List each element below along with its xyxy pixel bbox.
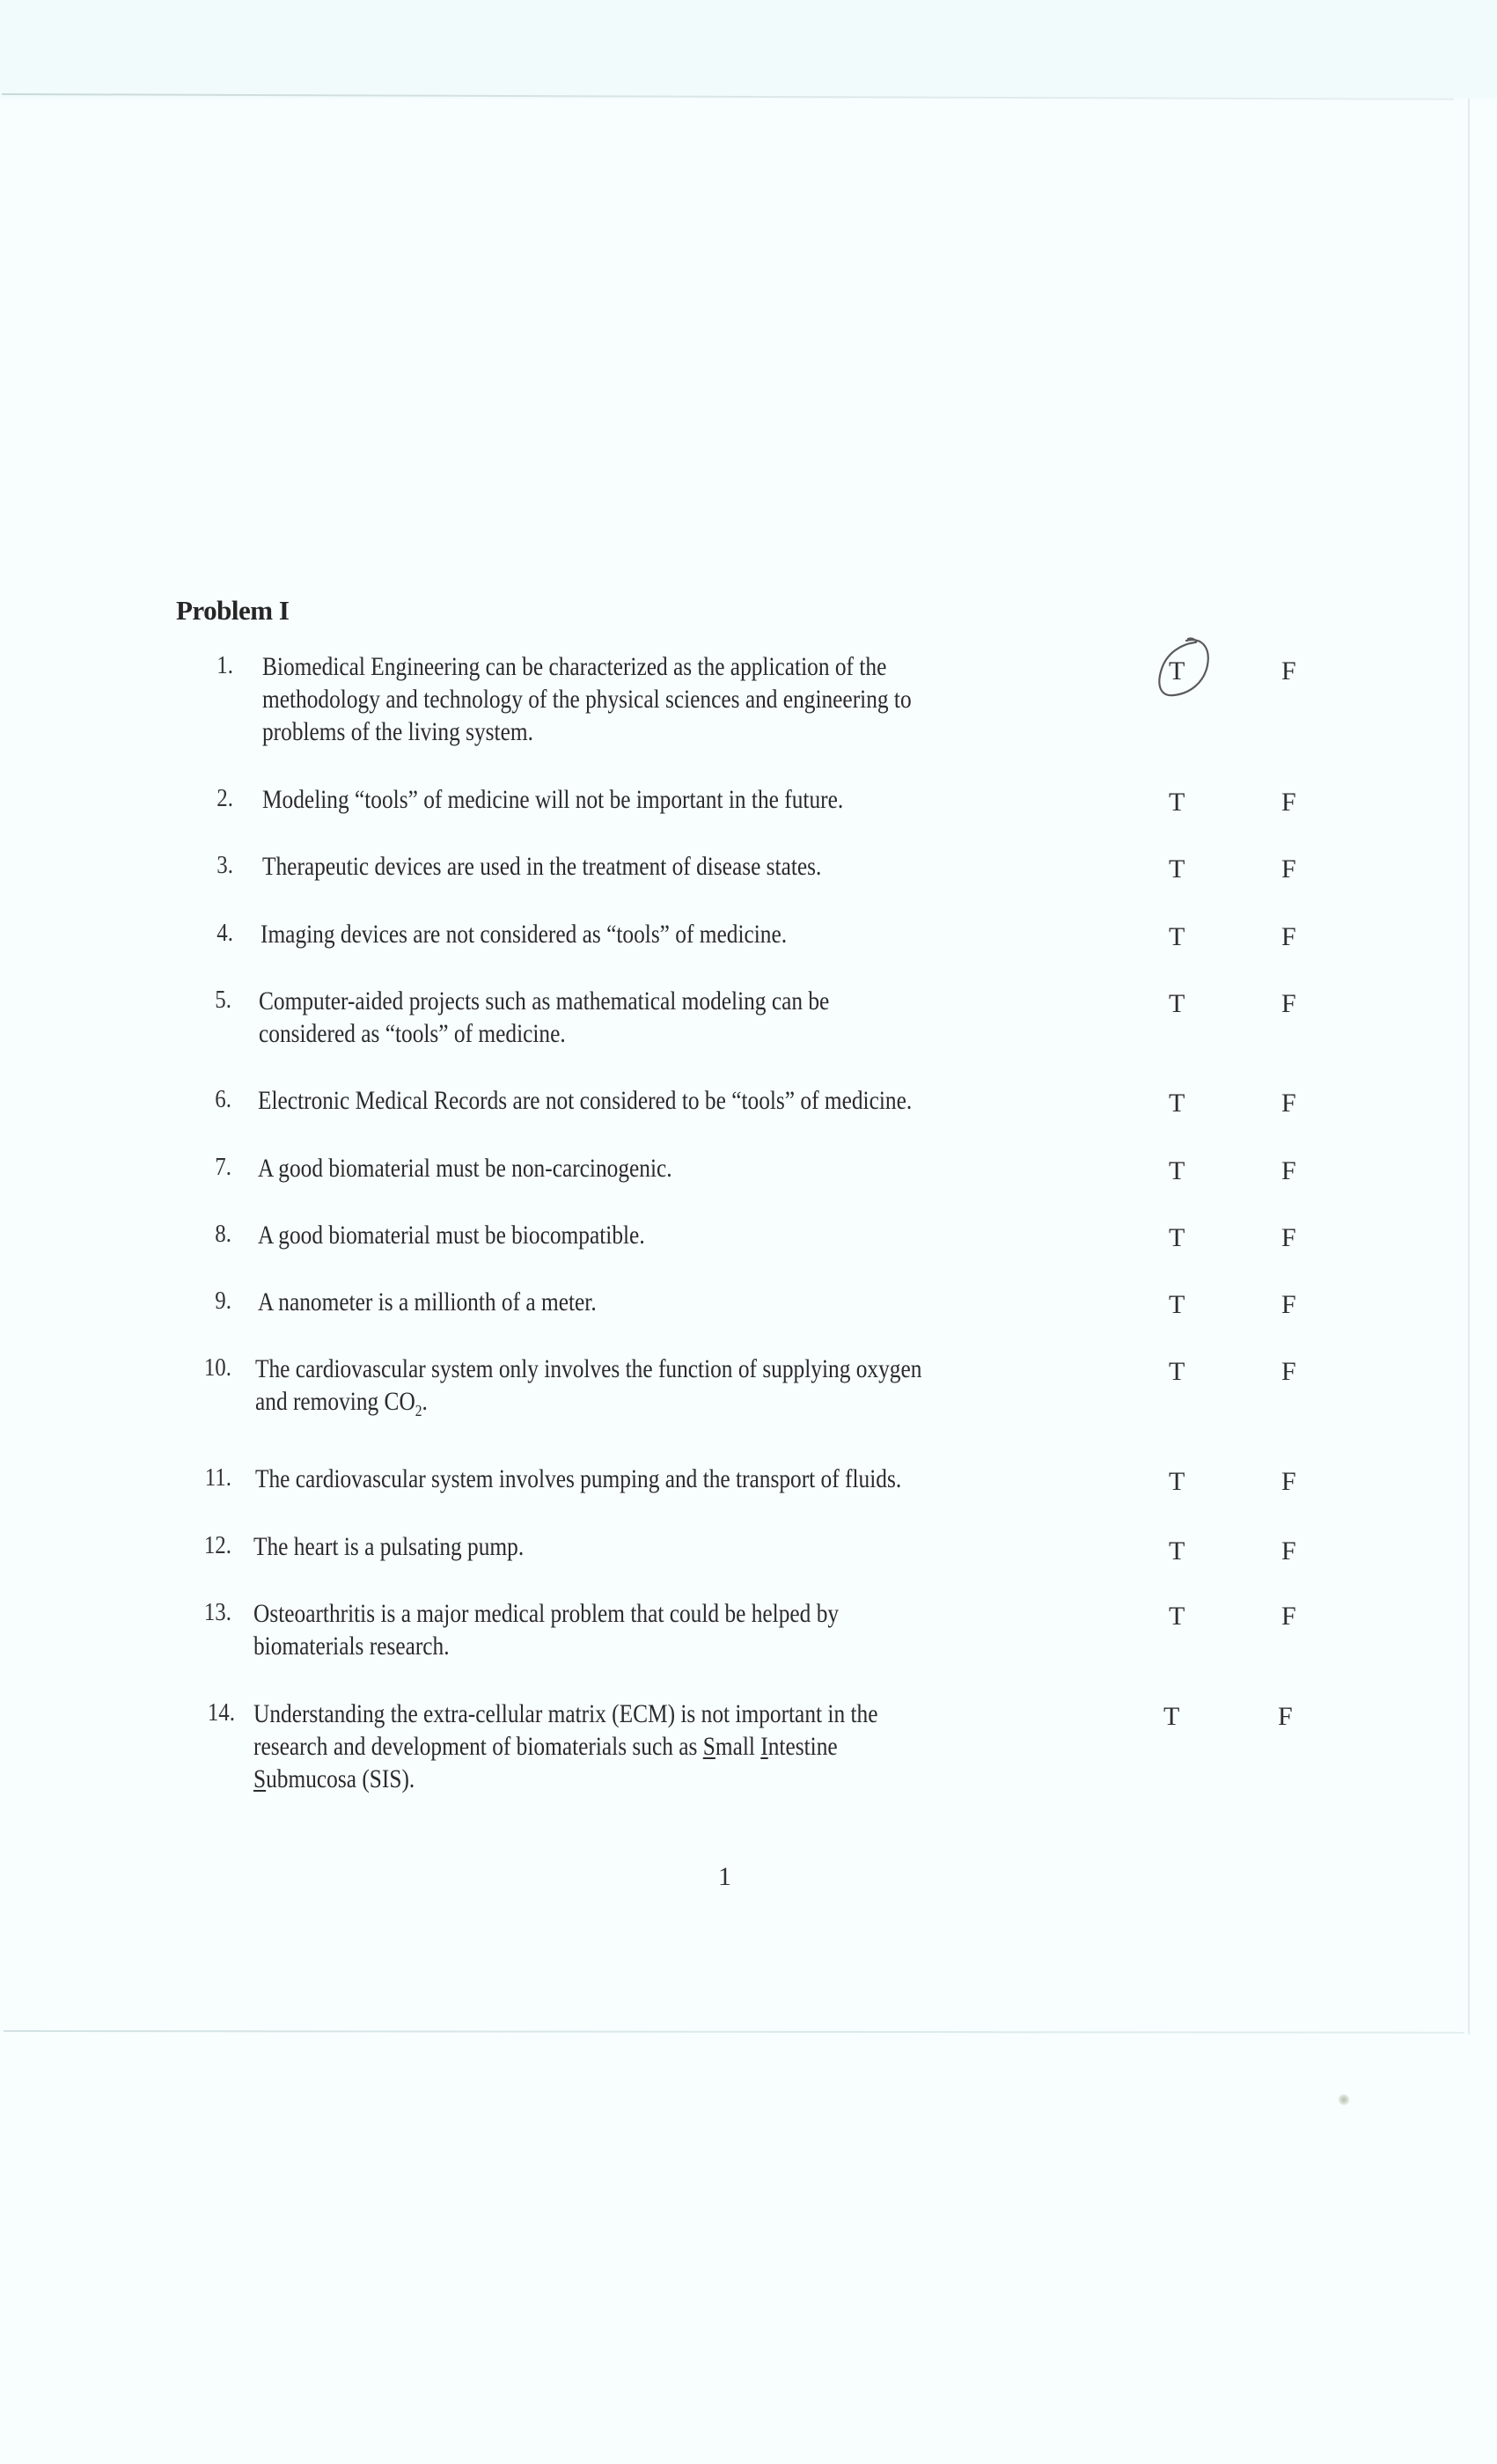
answer-true[interactable]: T (1169, 1467, 1185, 1496)
answer-true[interactable]: T (1169, 922, 1185, 951)
answer-false[interactable]: F (1281, 854, 1296, 884)
scan-speck (1336, 2092, 1352, 2108)
answer-false[interactable]: F (1281, 922, 1296, 951)
answer-true[interactable]: T (1169, 1156, 1185, 1185)
question-number: 11. (204, 1463, 231, 1492)
question-text: The heart is a pulsating pump. (253, 1533, 525, 1561)
question-number: 1. (216, 651, 233, 679)
answer-false[interactable]: F (1281, 1223, 1296, 1252)
question-number: 5. (215, 986, 231, 1014)
answer-true[interactable]: T (1163, 1702, 1180, 1731)
question-text: Electronic Medical Records are not considered to be “tools” of medicine. (258, 1087, 913, 1115)
answer-true[interactable]: T (1169, 1357, 1185, 1386)
question-number: 8. (215, 1220, 231, 1248)
question-number: 14. (207, 1698, 235, 1727)
question-text: A good biomaterial must be biocompatible. (258, 1221, 645, 1250)
answer-true[interactable]: T (1169, 1536, 1185, 1566)
question-text: Computer-aided projects such as mathematical modeling can be considered as “tools” of medicine. (259, 987, 830, 1048)
answer-false[interactable]: F (1281, 1536, 1296, 1566)
scan-edge-line-right (1468, 99, 1470, 2035)
question-text: Therapeutic devices are used in the treatment of disease states. (262, 853, 822, 881)
question-number: 4. (216, 919, 233, 947)
question-text: The cardiovascular system involves pumping and the transport of fluids. (255, 1465, 902, 1493)
question-text: Imaging devices are not considered as “tools” of medicine. (261, 920, 788, 949)
answer-true[interactable]: T (1169, 788, 1185, 817)
scan-margin-top (0, 0, 1497, 99)
question-number: 3. (216, 851, 233, 879)
question-text: A good biomaterial must be non-carcinogenic. (258, 1155, 672, 1183)
answer-false[interactable]: F (1281, 1602, 1296, 1631)
handwritten-circle-mark (1155, 635, 1222, 699)
answer-false[interactable]: F (1281, 1290, 1296, 1319)
answer-true[interactable]: T (1169, 854, 1185, 884)
question-number: 9. (215, 1287, 231, 1315)
answer-true[interactable]: T (1169, 1223, 1185, 1252)
question-text: The cardiovascular system only involves the function of supplying oxygen and removing $CO_2$. (255, 1355, 922, 1419)
question-number: 12. (203, 1531, 231, 1559)
answer-true[interactable]: T (1169, 989, 1185, 1018)
question-text: Osteoarthritis is a major medical problem that could be helped by biomaterials research. (253, 1600, 840, 1661)
question-number: 6. (215, 1085, 231, 1113)
scan-edge-line-bottom (4, 2030, 1464, 2034)
answer-false[interactable]: F (1281, 989, 1296, 1018)
answer-false[interactable]: F (1281, 1156, 1296, 1185)
question-text: Modeling “tools” of medicine will not be important in the future. (262, 786, 844, 814)
answer-true[interactable]: T (1169, 1089, 1185, 1118)
question-number: 2. (216, 784, 233, 812)
question-text: Understanding the extra-cellular matrix (ECM) is not important in the research and development of biomaterials such as Small Intestine Submucosa (SIS). (253, 1700, 878, 1793)
answer-false[interactable]: F (1281, 1467, 1296, 1496)
question-text: Biomedical Engineering can be characterized as the application of the methodology and technology of the physical sciences and engineering to problems of the living system. (262, 653, 912, 746)
problem-heading: Problem I (176, 595, 290, 626)
page-number: 1 (718, 1862, 731, 1891)
answer-true[interactable]: T (1169, 1290, 1185, 1319)
answer-false[interactable]: F (1281, 788, 1296, 817)
question-text: A nanometer is a millionth of a meter. (258, 1288, 597, 1316)
answer-false[interactable]: F (1278, 1702, 1293, 1731)
answer-true[interactable]: T (1169, 1602, 1185, 1631)
answer-false[interactable]: F (1281, 1089, 1296, 1118)
question-number: 7. (215, 1153, 231, 1181)
answer-false[interactable]: F (1281, 656, 1296, 686)
question-number: 13. (203, 1598, 231, 1626)
question-number: 10. (203, 1353, 231, 1382)
answer-false[interactable]: F (1281, 1357, 1296, 1386)
answer-true[interactable]: T (1169, 656, 1185, 686)
